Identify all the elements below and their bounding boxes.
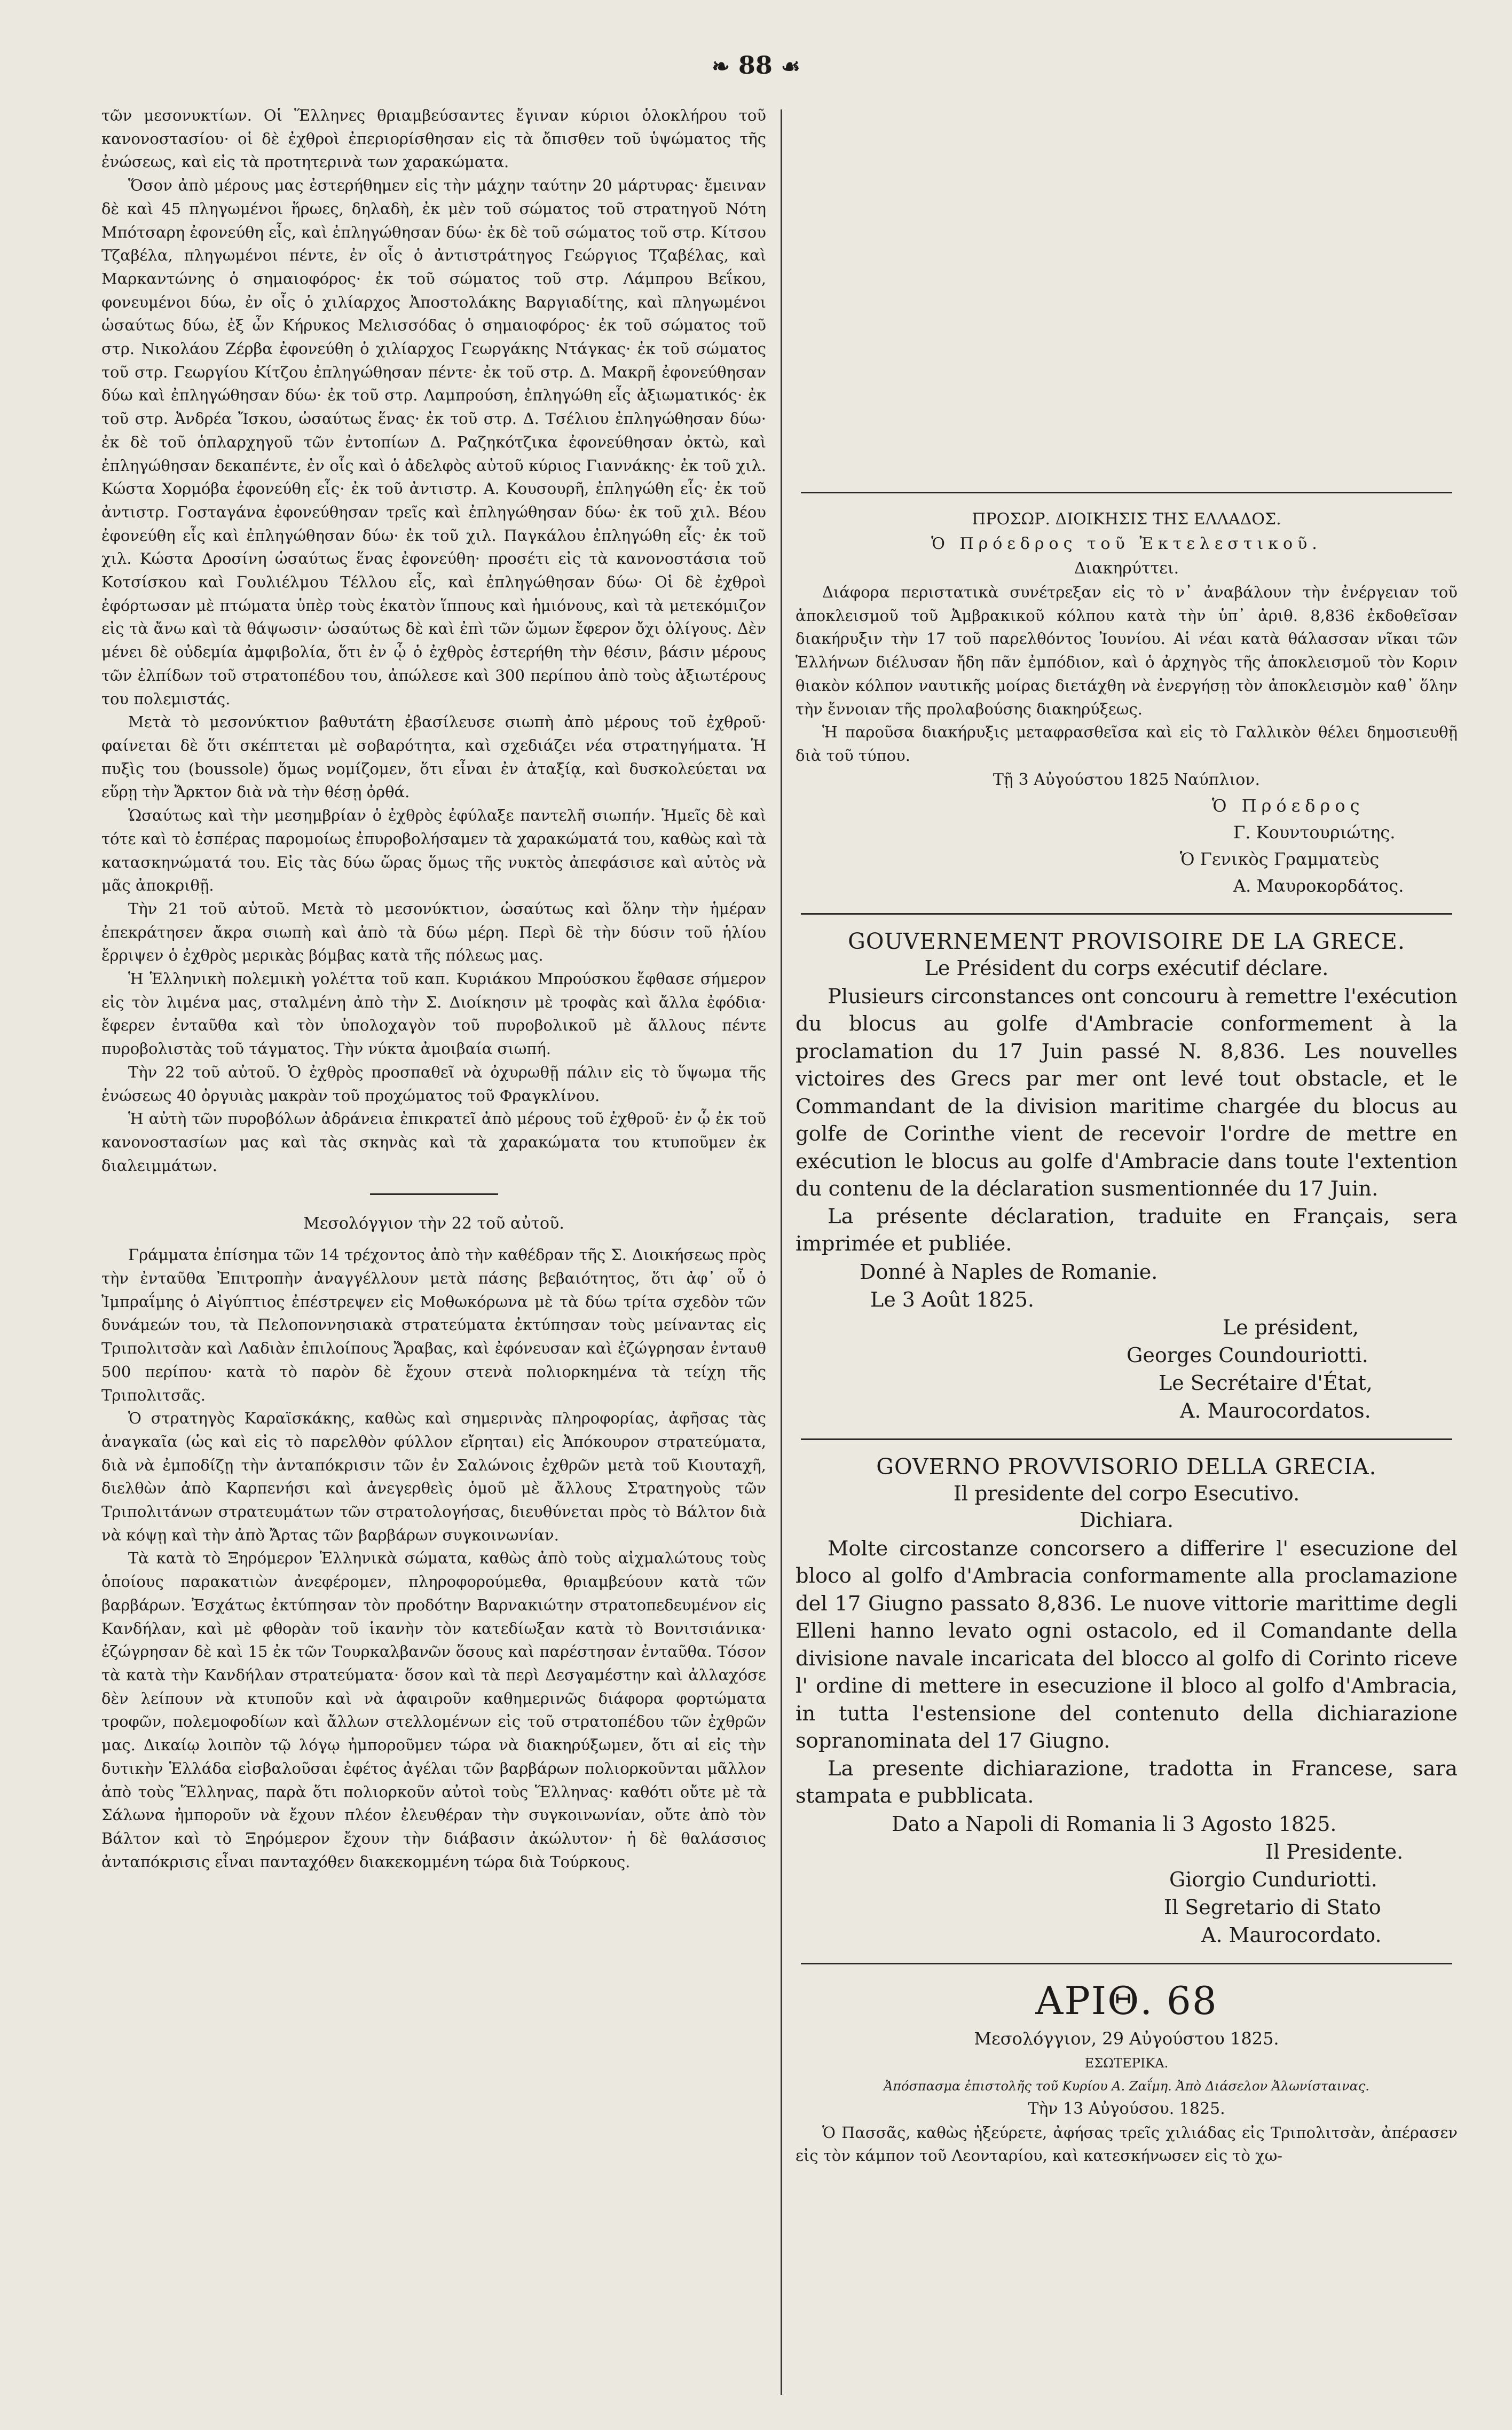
paragraph: Ἡ παροῦσα διακήρυξις μεταφρασθεῖσα καὶ εἰς τὸ Γαλλικὸν θέλει δημοσιευθῇ διὰ τοῦ τύπου. <box>796 723 1458 765</box>
right-column <box>796 104 1458 2400</box>
separator-line <box>801 1438 1452 1440</box>
paragraph: Ἡ αὐτὴ τῶν πυροβόλων ἀδράνεια ἐπικρατεῖ ἀπὸ μέρους τοῦ ἐχθροῦ· ἐν ᾧ ἐκ τοῦ κανονοστασίων μας καὶ τὰς σκηνὰς καὶ τὰ χαρακώματα του κτυποῦμεν ἐκ διαλειμμάτων. <box>101 1110 766 1175</box>
separator-line <box>370 1193 498 1195</box>
issue-date: Τὴν 13 Αὐγούσου. 1825. <box>1028 2099 1225 2118</box>
greek-heading: ΠΡΟΣΩΡ. ΔΙΟΙΚΗΣΙΣ ΤΗΣ ΕΛΛΑΔΟΣ. <box>972 510 1281 529</box>
french-given-place: Donné à Naples de Romanie. <box>860 1260 1158 1284</box>
columns <box>101 104 1458 2400</box>
separator-line <box>801 492 1452 493</box>
left-ornament-icon: ❧ <box>712 54 730 79</box>
column-rule <box>781 109 782 2395</box>
paragraph: τῶν μεσονυκτίων. Οἱ Ἕλληνες θριαμβεύσαντες ἔγιναν κύριοι ὁλοκλήρου τοῦ κανονοστασίου· οἱ δὲ ἐχθροὶ ἐπεριορίσθησαν εἰς τὰ ὄπισθεν τοῦ ὑψώματος τῆς ἐνώσεως, καὶ εἰς τὰ προτητερινὰ των χαρακώματα. <box>101 106 766 171</box>
right-ornament-icon: ☙ <box>781 54 800 79</box>
paragraph: Ἡ Ἑλληνικὴ πολεμικὴ γολέττα τοῦ καπ. Κυριάκου Μπρούσκου ἔφθασε σήμερον εἰς τὸν λιμένα μας, σταλμένη ἀπὸ τὴν Σ. Διοίκησιν μὲ τροφὰς καὶ ἄλλα ἐφόδια· ἔφερεν ἐνταῦθα καὶ τὸν ὑπολοχαγὸν τοῦ πυροβολικοῦ μὲ ἄλλους πέντε πυροβολιστὰς τοῦ τάγματος. Τὴν νύκτα ἀμοιβαία σιωπή. <box>101 970 766 1058</box>
french-date: Le 3 Août 1825. <box>870 1287 1034 1311</box>
italian-signature-name: A. Maurocordato. <box>1201 1923 1382 1947</box>
italian-signature-name: Giorgio Cunduriotti. <box>1169 1867 1377 1891</box>
italian-heading: GOVERNO PROVVISORIO DELLA GRECIA. <box>876 1453 1377 1480</box>
paragraph: Ὁ στρατηγὸς Καραϊσκάκης, καθὼς καὶ σημερινὰς πληροφορίας, ἀφῆσας τὰς ἀναγκαῖα (ὡς καὶ εἰς τὸ παρελθὸν φύλλον εἴρηται) εἰς Ἀπόκουρον στρατεύματα, διὰ νὰ ἐμποδίζῃ τὴν ἀνταπόκρισιν τῶν ἐν Σαλώνοις ἐχθρῶν μετὰ τοῦ Κιουταχῆ, διελθὼν ἀπὸ Καρπενήσι καὶ ἀνεγερθεὶς ὁμοῦ μὲ ἄλλους Στρατηγοὺς τῶν Τριπολιτάνων στρατευμάτων τῶν στρατολογήσας, διευθύνεται πρὸς τὸ Βάλτον διὰ νὰ κόψῃ καὶ τὴν ἀπὸ Ἄρτας τῶν βαρβάρων συγκοινωνίαν. <box>101 1409 766 1544</box>
left-column <box>101 104 766 2400</box>
italian-signature-title: Il Segretario di Stato <box>1164 1895 1381 1919</box>
paragraph: Τὴν 21 τοῦ αὐτοῦ. Μετὰ τὸ μεσονύκτιον, ὡσαύτως καὶ ὅλην τὴν ἡμέραν ἐπεκράτησεν ἄκρα σιωπὴ καὶ ἀπὸ τὰ δύω μέρη. Περὶ δὲ τὴν δύσιν τοῦ ἡλίου ἔρριψεν ὁ ἐχθρὸς μερικὰς βόμβας κατὰ τῆς πόλεως μας. <box>101 899 766 965</box>
italian-signature-title: Il Presidente. <box>1265 1839 1404 1863</box>
right-column-top-continuation-space <box>796 104 1458 478</box>
greek-subheading: Ὁ Πρόεδρος τοῦ Ἐκτελεστικοῦ. <box>931 534 1322 553</box>
issue-section-title: ΕΣΩΤΕΡΙΚΑ. <box>1084 2055 1169 2071</box>
paragraph: Ὡσαύτως καὶ τὴν μεσημβρίαν ὁ ἐχθρὸς ἐφύλαξε παντελῆ σιωπήν. Ἡμεῖς δὲ καὶ τότε καὶ τὸ ἑσπέρας παρομοίως ἐπυροβολήσαμεν τὰ χαρακώματά του, καθὼς καὶ τὰ κατασκηνώματά του. Εἰς τὰς δύω ὥρας ὅμως τῆς νυκτὸς ἀπεφάσισε καὶ αὐτὸς νὰ μᾶς ἀποκριθῇ. <box>101 806 766 895</box>
page-header <box>0 51 1512 80</box>
paragraph: Μετὰ τὸ μεσονύκτιον βαθυτάτη ἐβασίλευσε σιωπὴ ἀπὸ μέρους τοῦ ἐχθροῦ· φαίνεται δὲ ὅτι σκέπτεται μὲ σοβαρότητα, καὶ σχεδιάζει νέα στρατηγήματα. Ἡ πυξὶς του (boussole) ὅμως νομίζομεν, ὅτι εἶναι ἐν ἀταξίᾳ, καὶ δυσκολεύεται να εὕρῃ τὴν Ἄρκτον διὰ νὰ τὴν θέσῃ ὀρθά. <box>101 713 766 801</box>
paragraph: Ὅσον ἀπὸ μέρους μας ἐστερήθημεν εἰς τὴν μάχην ταύτην 20 μάρτυρας· ἔμειναν δὲ καὶ 45 πληγωμένοι ἥρωες, δηλαδὴ, ἐκ μὲν τοῦ σώματος τοῦ στρατηγοῦ Νότη Μπότσαρη ἐφονεύθη εἷς, καὶ ἐπληγώθησαν δύω· ἐκ δὲ τοῦ σώματος τοῦ στρ. Κίτσου Τζαβέλα, πληγωμένοι πέντε, ἐν οἷς ὁ ἀντιστράτηγος Γεώργιος Τζαβέλας, καὶ Μαρκαντώνης ὁ σημαιοφόρος· ἐκ τοῦ σώματος τοῦ στρ. Λάμπρου Βεΐκου, φονευμένοι δύω, ἐν οἷς ὁ χιλίαρχος Ἀποστολάκης Βαργιαδίτης, καὶ πληγωμένοι ὡσαύτως δύω, ἐξ ὧν Κήρυκος Μελισσόδας ὁ σημαιοφόρος· ἐκ τοῦ σώματος τοῦ στρ. Νικολάου Ζέρβα ἐφονεύθη ὁ χιλίαρχος Γεωργάκης Ντάγκας· ἐκ τοῦ σώματος τοῦ στρ. Γεωργίου Κίτζου ἐπληγώθησαν πέντε· ἐκ τοῦ στρ. Δ. Μακρῆ ἐφονεύθησαν δύω καὶ ἐπληγώθησαν δύω· ἐκ τοῦ στρ. Λαμπρούση, ἐπληγώθη εἷς ἀξιωματικός· ἐκ τοῦ στρ. Ἀνδρέα Ἴσκου, ὡσαύτως ἕνας· ἐκ τοῦ στρ. Δ. Τσέλιου ἐπληγώθησαν δύω· ἐκ δὲ τοῦ ὁπλαρχηγοῦ τῶν ἐντοπίων Δ. Ραζηκότζικα ἐφονεύθησαν ὀκτὼ, καὶ ἐπληγώθησαν δεκαπέντε, ἐν οἷς καὶ ὁ ἀδελφὸς αὐτοῦ κύριος Γιαννάκης· ἐκ τοῦ χιλ. Κώστα Χορμόβα ἐφονεύθη εἷς· ἐκ τοῦ ἀντιστρ. Α. Κουσουρῆ, ἐπληγώθη εἷς· ἐκ τοῦ ἀντιστρ. Γοσταγάνα ἐφονεύθησαν τρεῖς καὶ ἐπληγώθησαν δύω· ἐκ τοῦ χιλ. Βέου ἐφονεύθη εἷς καὶ ἐπληγώθησαν δύω· ἐκ τοῦ χιλ. Παγκάλου ἐπληγώθη εἷς· ἐκ τοῦ χιλ. Κώστα Δροσίνη ὡσαύτως ἕνας ἐφονεύθη· προσέτι εἰς τὰ κανονοστάσια τοῦ Κοτσίσκου καὶ Γουλιέλμου Τέλλου εἷς, καὶ ἐπληγώθησαν δύω· Οἱ δὲ ἐχθροὶ ἐφόρτωσαν μὲ πτώματα ὑπὲρ τοὺς ἑκατὸν ἵππους καὶ ἡμιόνους, καὶ τὰ μετεκόμιζον εἰς τὰ ἄνω καὶ τὰ θάψωσιν· ὡσαύτως δὲ καὶ ἐπὶ τῶν ὤμων ἔφερον ὄχι ὀλίγους. Δὲν μένει δὲ οὐδεμία ἀμφιβολία, ὅτι ἐν ᾧ ὁ ἐχθρὸς ἐστερήθη τὴν θέσιν, βάσιν μέρους τῶν ἐλπίδων τοῦ στρατοπέδου του, ἀπώλεσε καὶ 300 περίπου ἀπὸ τοὺς ἀξιωτέρους του πολεμιστάς. <box>101 176 766 708</box>
issue-number-title: ΑΡΙΘ. 68 <box>1035 1978 1218 2023</box>
paragraph: Τὴν 22 τοῦ αὐτοῦ. Ὁ ἐχθρὸς προσπαθεῖ νὰ ὀχυρωθῇ πάλιν εἰς τὸ ὕψωμα τῆς ἑνώσεως 40 ὀργυιὰς μακρὰν τοῦ προχώματος τοῦ Φραγκλίνου. <box>101 1063 766 1105</box>
paragraph: Διάφορα περιστατικὰ συνέτρεξαν εἰς τὸ ν᾿ ἀναβάλουν τὴν ἐνέργειαν τοῦ ἀποκλεισμοῦ τοῦ Ἀμβρακικοῦ κόλπου κατὰ τὴν ὑπ᾿ ἀριθ. 8,836 ἐκδοθεῖσαν διακήρυξιν τὴν 17 τοῦ παρελθόντος Ἰουνίου. Αἱ νέαι κατὰ θάλασσαν νῖκαι τῶν Ἑλλήνων διέλυσαν ἤδη πᾶν ἐμπόδιον, καὶ ὁ ἀρχηγὸς τῆς ἀποκλεισμοῦ τὸν Κοριν θιακὸν κόλπον ναυτικῆς μοίρας διετάχθη νὰ ἐνεργήσῃ τὸν ἀποκλεισμὸν καθ᾿ ὅλην τὴν ἔννοιαν τῆς προλαβούσης διακηρύξεως. <box>796 583 1458 718</box>
italian-subheading: Il presidente del corpo Esecutivo. <box>953 1481 1300 1505</box>
italian-declares: Dichiara. <box>1079 1508 1174 1532</box>
french-signature-title: Le président, <box>1223 1315 1359 1339</box>
dateline: Μεσολόγγιον τὴν 22 τοῦ αὐτοῦ. <box>303 1214 564 1233</box>
greek-signature-title: Ὁ Πρόεδρος <box>1212 795 1365 816</box>
italian-given-place: Dato a Napoli di Romania li 3 Agosto 1825. <box>892 1812 1337 1836</box>
paragraph: Γράμματα ἐπίσημα τῶν 14 τρέχοντος ἀπὸ τὴν καθέδραν τῆς Σ. Διοικήσεως πρὸς τὴν ἐνταῦθα Ἐπιτροπὴν ἀναγγέλλουν μετὰ πάσης βεβαιότητος, ὅτι ἀφ᾿ οὗ ὁ Ἰμπραΐμης ὁ Αἰγύπτιος ἐπέστρεψεν εἰς Μοθωκόρωνα μὲ τὰ δύω τρίτα σχεδὸν τῶν δυνάμεών του, τὰ Πελοποννησιακὰ στρατεύματα ἐκτύπησαν τοὺς μείναντας εἰς Τριπολιτσὰν καὶ Λαδιὰν ἐπιλοίπους Ἄραβας, καὶ ἐφόνευσαν καὶ ἐζώγρησαν ἐνταυθ 500 περίπου· κατὰ τὸ παρὸν δὲ ἔχουν στενὰ πολιορκημένα τὰ τείχη τῆς Τριπολιτσᾶς. <box>101 1246 766 1404</box>
paragraph: Τὰ κατὰ τὸ Ξηρόμερον Ἑλληνικὰ σώματα, καθὼς ἀπὸ τοὺς αἰχμαλώτους τοὺς ὁποίους παρακατιὼν ἀνεφέρομεν, πληροφορούμεθα, θριαμβεύουν κατὰ τῶν βαρβάρων. Ἐσχάτως ἐκτύπησαν τὸν προδότην Βαρνακιώτην στρατοπεδευμένον εἰς Κανδήλαν, καὶ μὲ φθορὰν τοῦ ἱκανὴν τὸν κατεδίωξαν κατὰ τὸ Βονιτσιάνικα· ἐζώγρησαν δὲ καὶ 15 ἐκ τῶν Τουρκαλβανῶν ὅσους καὶ παρέστησαν ἐνταῦθα. Τόσον τὰ κατὰ τὴν Κανδήλαν στρατεύματα· ὅσον καὶ τὰ περὶ Δεσγαμέστην καὶ ἀλλαχόσε δὲν λείπουν νὰ κτυποῦν καὶ νὰ ἀφαιροῦν καθημερινῶς διάφορα φορτώματα τροφῶν, πολεμοφοδίων καὶ ἄλλων στελλομένων εἰς τοῦ στρατοπέδου τῶν ἐχθρῶν μας. Δικαίῳ λοιπὸν τῷ λόγῳ ἠμποροῦμεν τώρα νὰ διακηρύξωμεν, ὅτι αἱ εἰς τὴν δυτικὴν Ἑλλάδα εἰσβαλοῦσαι ἐφέτος ἀγέλαι τῶν βαρβάρων πολιορκοῦνται μᾶλλον ἀπὸ τοὺς Ἕλληνας, παρὰ ὅτι πολιορκοῦν αὐτοὶ τοὺς Ἕλληνας· καθότι οὔτε μὲ τὰ Σάλωνα ἠμποροῦν νὰ ἔχουν πλέον ἐλευθέραν τὴν συγκοινωνίαν, οὔτε ἀπὸ τὸν Βάλτον καὶ τὸ Ξηρόμερον ἔχουν τὴν διάβασιν ἀκώλυτον· ἡ δὲ θαλάσσιος ἀνταπόκρισις εἶναι πανταχόθεν διακεκομμένη τώρα διὰ Τούρκους. <box>101 1549 766 1871</box>
greek-signature-title: Ὁ Γενικὸς Γραμματεὺς <box>1180 848 1380 869</box>
french-signature-name: A. Maurocordatos. <box>1180 1398 1371 1422</box>
separator-line <box>801 913 1452 915</box>
french-signature-title: Le Secrétaire d'État, <box>1159 1371 1373 1395</box>
issue-dateline: Μεσολόγγιον, 29 Αὐγούστου 1825. <box>974 2028 1279 2049</box>
page-number: 88 <box>738 51 773 80</box>
paragraph: La présente déclaration, traduite en Français, sera imprimée et publiée. <box>796 1204 1458 1256</box>
greek-signature-name: Α. Μαυροκορδάτος. <box>1233 875 1404 896</box>
paragraph: Ὁ Πασσᾶς, καθὼς ἠξεύρετε, ἀφήσας τρεῖς χιλιάδας εἰς Τριπολιτσὰν, ἀπέρασεν εἰς τὸν κάμπον τοῦ Λεονταρίου, καὶ κατεσκήνωσεν εἰς τὸ χω- <box>796 2123 1458 2165</box>
paragraph: La presente dichiarazione, tradotta in Francese, sara stampata e pubblicata. <box>796 1756 1458 1808</box>
greek-signature-name: Γ. Κουντουριώτης. <box>1233 822 1396 843</box>
french-heading: GOUVERNEMENT PROVISOIRE DE LA GRECE. <box>848 928 1405 954</box>
greek-declares: Διακηρύττει. <box>1074 559 1179 578</box>
paragraph: Plusieurs circonstances ont concouru à remettre l'exécution du blocus au golfe d'Ambracie conformement à la proclamation du 17 Juin passé N. 8,836. Les nouvelles victoires des Grecs par mer ont levé tout obstacle, et le Commandant de la division maritime chargée du blocus au golfe de Corinthe vient de recevoir l'ordre de mettre en exécution le blocus au golfe d'Ambracie dans toute l'extention du contenu de la déclaration susmentionnée du 17 Juin. <box>796 984 1458 1201</box>
paragraph: Molte circostanze concorsero a differire l' esecuzione del bloco al golfo d'Ambracia conformamente alla proclamazione del 17 Giugno passato 8,836. Le nuove vittorie marittime degli Elleni hanno levato ogni ostacolo, ed il Comandante della divisione navale incaricata del blocco al golfo di Corinto riceve l' ordine di mettere in esecuzione il bloco al golfo d'Ambracia, in tutta l'estensione del contenuto della dichiarazione sopranominata del 17 Giugno. <box>796 1536 1458 1753</box>
french-subheading: Le Président du corps exécutif déclare. <box>924 956 1329 980</box>
issue-excerpt-note: Ἀπόσπασμα ἐπιστολῆς τοῦ Κυρίου Α. Ζαΐμη. Ἀπὸ Διάσελον Ἀλωνίσταινας. <box>884 2078 1369 2094</box>
french-signature-name: Georges Coundouriotti. <box>1127 1343 1368 1367</box>
greek-date: Τῇ 3 Αὐγούστου 1825 Ναύπλιον. <box>993 770 1261 789</box>
separator-line <box>801 1963 1452 1964</box>
